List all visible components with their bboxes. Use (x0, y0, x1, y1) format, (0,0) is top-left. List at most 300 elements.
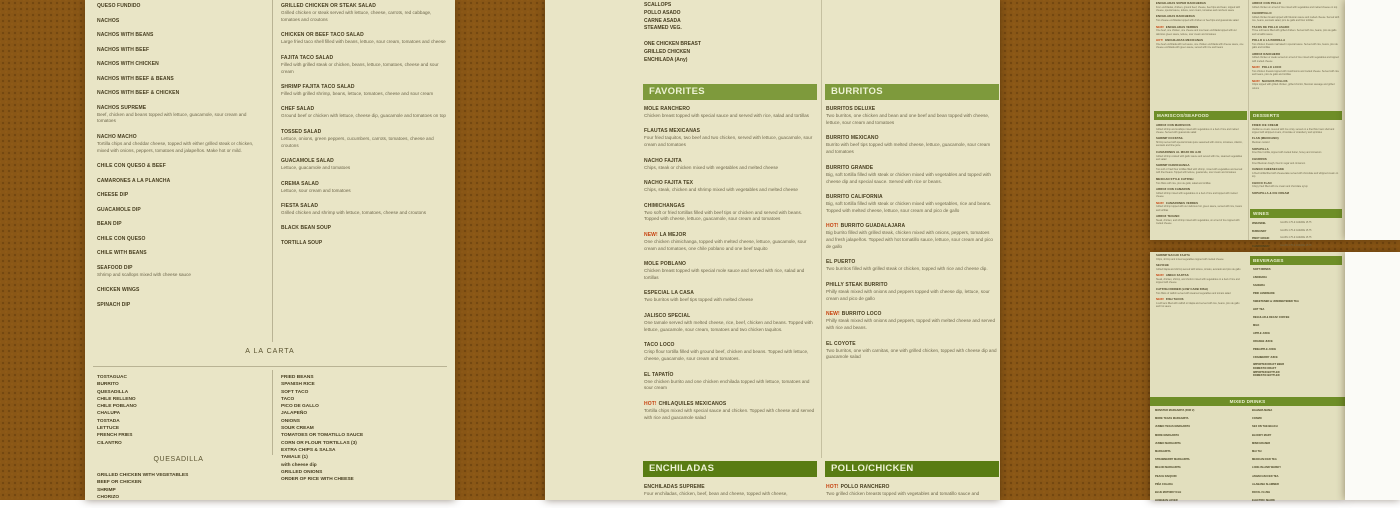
menu-line-item: FRENCH FRIES (97, 433, 133, 439)
menu-item-tag: NEW! (1252, 65, 1260, 70)
quesadilla-items (97, 472, 260, 501)
menu-item-name: FRIED ICE CREAM (1252, 123, 1279, 127)
menu-item-desc: Tortilla chips mixed with special sauce and chicken. Topped with cheese and served with rice and guacamole salad (644, 407, 815, 420)
pollo-items (826, 484, 997, 506)
menu-item-name: QUESO FUNDIDO (97, 3, 141, 9)
menu-item-desc: Steak, chicken, shrimp, and chorizo mixed with vegetables on a bed of rice and topped with cheese (1156, 278, 1240, 285)
menu-item (97, 265, 260, 279)
menu-item-name: CHIMICHANGAS (644, 202, 685, 209)
menu-item (97, 76, 260, 82)
menu-item (1156, 164, 1245, 174)
menu-item-desc: Two grilled chicken breasts topped with vegetables and tomatillo sauce and (826, 491, 980, 496)
drink-item: MELON MARGARITA (1155, 466, 1181, 470)
wine-price: GLASS 4.75 & CARAFE 15.75 (1280, 229, 1312, 232)
drink-item: IMPORTED BOTTLED (1253, 370, 1280, 374)
menu-item-desc: Ground beef or chicken with lettuce, cheese dip, guacamole and tomatoes on top (281, 113, 446, 119)
drink-item: HOT TEA (1253, 307, 1265, 311)
drink-item: PINEAPPLE JUICE (1253, 347, 1277, 351)
drink-item: BLOODY MARY (1252, 433, 1272, 437)
menu-item (1252, 26, 1340, 36)
menu-item-desc: Philly steak mixed with onions and peppers topped with cheese dip, lettuce, sour cream and pico de gallo (826, 288, 990, 301)
menu-item-tag: NEW! (1156, 200, 1164, 205)
menu-item-desc: Two burritos, one with carnitas, one with grilled chicken, topped with cheese dip and guacamole salad (826, 347, 997, 360)
menu-line-item: SPANISH RICE (281, 382, 315, 388)
drink-item: JUMBO MARGARITA (1155, 441, 1181, 445)
drink-item: MARGARITA (1155, 449, 1171, 453)
menu-item-name: FAJITA TACO SALAD (281, 54, 334, 61)
menu-item-name: JALISCO SPECIAL (644, 312, 691, 319)
menu-item-tag: HOT! (826, 223, 839, 230)
drink-item: HAWAIIAN LOVER (1155, 499, 1178, 503)
quesadilla-title: QUESADILLA (153, 456, 204, 463)
menu-item-name: NEW! NACHOS POLLOS (1252, 78, 1288, 83)
menu-line-item: ONIONS (281, 418, 300, 424)
menu-item (281, 240, 449, 246)
drink-item: SANGRIA (1253, 283, 1265, 287)
menu-line-item: SHRIMP (97, 487, 116, 493)
drink-item: JUMBO TEXAS MARGARITA (1155, 425, 1191, 429)
menu-item-name: ARROZ RANCHERO (1252, 51, 1281, 56)
drink-item: SWEETENED & UNSWEETENED TEA (1253, 299, 1299, 303)
menu-item-desc: Big, soft tortilla filled with steak or chicken mixed with vegetables and topped with cheese dip and special sauce. Served with rice or beans. (826, 171, 991, 184)
wine-name: ZINFANDEL (1252, 222, 1267, 225)
menu-line-item: CHORIZO (97, 494, 120, 500)
menu-item-desc: A fried tortilla filled with cheesecake served with chocolate and whipped cream on top (1252, 171, 1339, 179)
menu-item-name: CATFISH DINNER (LOW CARB DISH) (1156, 286, 1208, 291)
menu-item-name: SHRIMP CHIMICHANGA (1156, 163, 1190, 168)
section-header-enchiladas: ENCHILADAS (643, 461, 817, 477)
menu-page-seafood-desserts (1150, 0, 1345, 248)
menu-item (1252, 2, 1340, 9)
menu-item (97, 18, 260, 24)
menu-page-beverages-drinks (1150, 252, 1345, 503)
blank-page-edge (1345, 0, 1400, 240)
menu-item-name: BEAN DIP (97, 221, 122, 228)
menu-line-item: TAMALE (1) (281, 455, 308, 461)
menu-line-item: SOFT TACO (281, 389, 309, 395)
drink-item: MAI TAI (1252, 449, 1262, 453)
menu-item-name: NACHO FAJITA (644, 157, 682, 164)
menu-item (97, 207, 260, 213)
menu-item-desc: Philly steak mixed with onions and peppers, topped with melted cheese and served with rice and beans. (826, 318, 996, 331)
drink-item: MEXICAN ICED TEA (1252, 458, 1277, 462)
menu-item-desc: Two fillets of catfish served with steamed vegetables and tomato salad (1156, 291, 1231, 295)
menu-item-name: HOT! BURRITO GUADALAJARA (826, 223, 906, 230)
menu-item-name: NEW! LA MEJOR (644, 231, 687, 238)
menu-item (1156, 178, 1245, 185)
menu-line-item: GRILLED CHICKEN (644, 48, 691, 55)
menu-item-desc: A soft taco filled with catfish or tilapia and served with rice, beans, pico de gallo and hot sauce (1156, 301, 1240, 309)
beer-items (1253, 364, 1341, 379)
menu-item-desc: One beef enchilada with red sauce, one chicken enchilada with cheese sauce, one cheese enchilada with green sauce, served with rice and beans (1156, 42, 1244, 50)
column-divider (1248, 0, 1249, 240)
seafood-cont-column (1156, 254, 1244, 312)
drink-item: MORE TEXAS MARGARITA (1155, 417, 1189, 421)
menu-item-desc: Four fried taquitos, two beef and two chicken, served with lettuce, guacamole, sour cream and tomatoes (644, 135, 813, 148)
menu-item (1156, 298, 1244, 308)
menu-item-desc: Two fillets with rice, pico de gallo, salad and tortillas (1156, 181, 1211, 185)
menu-item (644, 203, 815, 224)
menu-item (97, 32, 260, 38)
menu-item (1156, 151, 1245, 161)
menu-item (1252, 158, 1340, 165)
section-header-pollo-chicken: POLLO/CHICKEN (825, 461, 999, 477)
menu-item (1252, 124, 1340, 134)
menu-item (97, 236, 260, 242)
menu-item-name: NEW! CAMARONES VERDES (1156, 200, 1199, 205)
section-header-beverages: BEVERAGES (1250, 256, 1342, 265)
menu-line-item: QUESADILLA (97, 389, 129, 395)
menu-item (1252, 66, 1340, 76)
menu-line-item: SOUR CREAM (281, 426, 314, 432)
menu-item (281, 225, 449, 231)
drink-item: PEACH DAIQUIRI (1155, 474, 1177, 478)
menu-item-name: BLACK BEAN SOUP (281, 225, 332, 232)
menu-item (281, 32, 449, 46)
wine-item (1252, 230, 1340, 233)
menu-line-item: EXTRA CHIPS & SALSA (281, 447, 336, 453)
menu-item (644, 180, 815, 194)
menu-item-desc: Two burritos filled with grilled steak or chicken, topped with rice and cheese dip. (826, 266, 988, 272)
menu-item (281, 129, 449, 150)
a-la-carta-rule (93, 366, 447, 367)
menu-item-desc: Steak, chicken, and shrimp mixed with vegetables, on a bed of rice topped with melted cheese (1156, 218, 1240, 226)
menu-item-desc: Grilled chicken or steak served with lettuce, cheese, carrots, red cabbage, tomatoes and croutons (281, 10, 432, 22)
drink-item: PIÑA COLADA (1155, 482, 1173, 486)
menu-item-name: TORTILLA SOUP (281, 239, 323, 246)
menu-item (826, 484, 997, 498)
menu-item-desc: Grilled tilapia and shrimp served with lettuce, tomato, avocado and pico de gallo (1156, 267, 1241, 271)
drink-item: MILK (1253, 323, 1260, 327)
section-header-burritos: BURRITOS (825, 84, 999, 100)
menu-item-desc: Vanilla ice cream covered with rice crisp, served on a fried flour taco shell and topped with whipped cream, chocolate or strawberry and sprinkles (1252, 127, 1335, 134)
menu-item (281, 55, 449, 76)
menu-item-name: GRILLED CHICKEN OR STEAK SALAD (281, 3, 376, 9)
menu-item-name: NACHOS WITH BEEF & CHICKEN (97, 90, 180, 96)
menu-item (644, 106, 815, 120)
favorites-items (644, 106, 815, 430)
menu-item-desc: Fried flour tortilla, topped with melted butter, honey and cinnamon (1252, 151, 1322, 155)
top-list-1 (644, 2, 814, 33)
a-la-carta-title: A LA CARTA (245, 348, 295, 355)
column-divider (272, 0, 273, 342)
menu-item-desc: Crispy fried filled with ice cream and chocolate syrup (1252, 185, 1308, 189)
menu-item-name: SEVICHE (1156, 263, 1169, 268)
menu-item-desc: Mexican custard (1252, 141, 1270, 145)
menu-item (97, 3, 260, 9)
menu-line-item: CHALUPA (97, 411, 121, 417)
menu-item-desc: One beef, one chicken, one cheese and one bean enchilada topped with our delicious green sauce, lettuce, sour cream and tomatoes (1156, 29, 1237, 36)
menu-item (826, 223, 997, 251)
menu-item-name: HOT! CHILAQUILES MEXICANOS (644, 400, 727, 407)
menu-item-name: GUACAMOLE SALAD (281, 158, 334, 165)
menu-item (826, 259, 997, 273)
drink-item: JAMAICAN ICED TEA (1252, 474, 1279, 478)
salads-column (281, 3, 449, 254)
menu-item (97, 221, 260, 227)
menu-item-desc: Chicken breast topped with special sauce and served with rice, salad and tortillas (644, 113, 809, 118)
menu-item-desc: Shrimp served with special tomato juice seasoned with onions, tomatoes, cilantro, avocado and lime juice (1156, 141, 1243, 148)
wine-item (1252, 237, 1340, 240)
wines-items (1252, 222, 1340, 252)
menu-item (644, 261, 815, 282)
menu-item-name: EL PUERTO (826, 259, 856, 266)
menu-item-name: HOT! ENCHILADAS MEXICANAS (1156, 38, 1204, 43)
menu-item-desc: Chips, shrimp and mixed vegetables topped with melted cheese (1156, 257, 1224, 261)
wine-name: PINOT GRIGIO (1252, 237, 1270, 241)
menu-item (644, 372, 815, 393)
menu-item-name: FIESTA SALAD (281, 202, 319, 209)
menu-item (97, 250, 260, 256)
menu-item (826, 135, 997, 156)
menu-item-desc: Two burritos, one chicken and bean and one beef and bean topped with cheese, lettuce, sour cream and tomatoes (826, 113, 990, 125)
menu-item-desc: Grilled shrimp mixed with vegetables on a bed of rice and topped with melted cheese (1156, 191, 1238, 199)
drink-item: SOFT DRINKS (1253, 268, 1271, 271)
menu-item (826, 194, 997, 215)
menu-item-desc: Two chicken breasts topped with mushrooms and melted cheese. Served with rice and beans, pico de gallo and tortillas (1252, 69, 1339, 77)
menu-item-desc: Chips topped with grilled chicken, grilled chorizo, Mexican sausage and grilled onions (1252, 83, 1335, 90)
menu-item-desc: Tortilla chips and cheddar cheese, topped with either grilled steak or chicken, mixed with onions, peppers, tomatoes and jalapeños. Make hot or mild. (97, 140, 254, 153)
mixed-drinks-column-2 (1252, 410, 1342, 508)
menu-item-tag: NEW! (1252, 78, 1260, 83)
menu-item (644, 158, 815, 172)
menu-item-name: NACHOS WITH CHICKEN (97, 61, 159, 67)
menu-item-name: SHRIMP FAJITA TACO SALAD (281, 84, 355, 91)
section-header-desserts: DESSERTS (1250, 111, 1342, 120)
section-header-mixed-drinks: MIXED DRINKS (1150, 397, 1345, 406)
pollo-cont-column (1252, 2, 1340, 93)
menu-item (644, 128, 815, 149)
menu-item-name: GUACAMOLE DIP (97, 206, 141, 213)
menu-item (97, 90, 260, 96)
menu-line-item: BURRITO (97, 382, 119, 388)
section-header-favorites: FAVORITES (643, 84, 817, 100)
wine-price: GLASS 4.75 & CARAFE 15.75 (1280, 222, 1312, 224)
menu-item-name: ARROZ TEXANO (1156, 214, 1180, 219)
menu-item (1156, 274, 1244, 284)
menu-item-name: SOPAPILLA (1252, 146, 1269, 151)
menu-item-name: MEXICAN STYLE CATFISH (1156, 176, 1194, 181)
menu-item (281, 203, 449, 217)
menu-item-name: ENCHILADAS SUPREME (644, 484, 705, 490)
menu-item (1156, 137, 1245, 147)
menu-item (826, 311, 997, 332)
menu-item (644, 290, 815, 304)
menu-item-name: EL TAPATÍO (644, 371, 674, 378)
menu-item (97, 302, 260, 308)
menu-item-desc: Lettuce, guacamole and tomatoes (281, 165, 351, 171)
menu-line-item: POLLO ASADO (644, 9, 681, 16)
drink-item: DOMESTIC DRAFT (1253, 366, 1277, 370)
menu-page-appetizers (85, 0, 455, 500)
menu-item-desc: Large fried taco shell filled with beans, lettuce, sour cream, tomatoes and cheese (281, 39, 446, 45)
menu-item-name: ENCHILADAS RANCHERAS (1156, 14, 1195, 19)
menu-item-name: SHRIMP COCKTAIL (1156, 136, 1184, 141)
menu-item-desc: Two chicken breasts marinated in special sauce. Served with rice, beans, pico de gallo and tortillas (1252, 42, 1338, 50)
menu-item (1156, 202, 1245, 212)
menu-item-desc: Grilled chicken or steak served on a bed of rice mixed with vegetables and topped with melted cheese (1252, 56, 1339, 63)
menu-item-desc: Fried Mexican dough, fried in sugar and cinnamon (1252, 161, 1306, 165)
beverages-items (1253, 269, 1341, 365)
drink-item: BAHAMA MAMA (1252, 409, 1273, 412)
menu-item (97, 47, 260, 53)
seafood-items (1156, 124, 1245, 229)
menu-item-name: NACHOS WITH BEEF & BEANS (97, 75, 174, 82)
menu-item-desc: Grilled shrimp topped with our delicious hot, green sauce, served with rice, beans and tortillas (1156, 205, 1242, 212)
drink-item: LONG ISLAND WHISKY (1252, 466, 1281, 470)
menu-line-item: TOSTAGUAC (97, 375, 127, 380)
menu-line-item: CHILE POBLANO (97, 404, 137, 410)
menu-item (826, 341, 997, 362)
menu-item-name: CHICKEN WINGS (97, 287, 140, 294)
menu-item-tag: NEW! (826, 311, 840, 318)
menu-item-tag: NEW! (1156, 273, 1164, 278)
menu-item-name: NEW! POLLO LOCO (1252, 65, 1282, 70)
menu-line-item: JALAPEÑO (281, 411, 308, 417)
menu-line-item: FRIED BEANS (281, 375, 314, 380)
menu-item (1252, 12, 1340, 22)
menu-item (1252, 192, 1340, 195)
menu-item (644, 484, 815, 498)
menu-item-name: NEW! BURRITO LOCO (826, 311, 882, 318)
menu-item-desc: Grilled chicken breast topped with Mexican sauce and melted cheese. Served with rice, beans, avocado salad, pico de gallo and flour tortillas (1252, 15, 1340, 23)
menu-item (1252, 53, 1340, 63)
menu-item (97, 178, 260, 184)
menu-item-name: POLLO A LA PARRILLA (1252, 38, 1286, 43)
drink-item: ROYAL FLUSH (1252, 490, 1271, 494)
wine-name: CHARDONNAY (1252, 244, 1270, 248)
menu-item-name: CHICKEN OR BEEF TACO SALAD (281, 32, 364, 39)
menu-item-tag: NEW! (1156, 24, 1164, 29)
menu-item (1156, 254, 1244, 261)
menu-item (1252, 39, 1340, 49)
drink-item: LIMONADA (1253, 275, 1267, 279)
menu-item-desc: Chips, steak or chicken mixed with vegetables and melted cheese (644, 164, 779, 170)
menu-item-name: HOT! POLLO RANCHERO (826, 484, 890, 490)
menu-item-name: SOPAPILLA & ICE CREAM (1252, 190, 1290, 195)
menu-item (1156, 288, 1244, 295)
menu-item (644, 342, 815, 363)
menu-item-desc: Lettuce, onions, green peppers, cucumbers, carrots, tomatoes, cheese and croutons (281, 135, 434, 148)
menu-item (97, 134, 260, 155)
menu-item-desc: Grilled chicken and shrimp with lettuce, tomatoes, cheese and croutons (281, 209, 427, 215)
menu-item (644, 313, 815, 334)
menu-item (826, 106, 997, 127)
menu-item-name: ENCHILADAS SUPER RANCHERAS (1156, 1, 1206, 5)
menu-item-name: CHEF SALAD (281, 106, 315, 113)
menu-item-desc: Two cheese enchiladas topped with chicken or beef tips and guacamole salad (1156, 19, 1239, 23)
menu-item-tag: HOT! (644, 400, 657, 407)
drink-item: CRANBERRY JUICE (1253, 355, 1278, 359)
menu-item (1156, 15, 1245, 22)
menu-item-name: EL COYOTE (826, 340, 856, 347)
wine-item (1252, 222, 1340, 225)
menu-item (1252, 182, 1340, 189)
menu-item (644, 232, 815, 253)
enchiladas-items (644, 484, 815, 506)
menu-item (1156, 264, 1244, 271)
menu-item (281, 181, 449, 195)
menu-item-name: XANGO CHEESECAKE (1252, 167, 1285, 172)
wine-name: BURGUNDY (1252, 229, 1267, 233)
menu-item-desc: Chips, steak, chicken and shrimp mixed with vegetables and melted cheese (644, 187, 798, 193)
menu-item-name: CAMARONES A LA PLANCHA (97, 177, 171, 184)
drink-item: ELECTRIC SHARK (1252, 499, 1275, 503)
menu-item-name: CHILE CON QUESO (97, 235, 146, 242)
drink-item: MIND ERASER (1252, 441, 1271, 445)
drink-item: APPLE JUICE (1253, 331, 1271, 335)
menu-item-desc: Filled with grilled steak or chicken, beans, lettuce, tomatoes, cheese and sour cream (281, 61, 439, 74)
menu-line-item: TOMATOES OR TOMATILLO SAUCE (281, 433, 364, 439)
menu-item-name: BURRITO MEXICANO (826, 135, 879, 142)
menu-item (97, 287, 260, 293)
menu-item-desc: Big, soft tortilla filled with steak or chicken mixed with vegetables, rice and beans. Topped with melted cheese, lettuce, sour cream and pico de gallo (826, 200, 992, 213)
enchiladas-cont-column (1156, 2, 1245, 53)
menu-item (97, 192, 260, 198)
menu-item (1156, 188, 1245, 198)
menu-item (826, 165, 997, 186)
menu-item-name: SEAFOOD DIP (97, 264, 133, 271)
menu-item (1156, 124, 1245, 134)
menu-item-name: NACHOS SUPREME (97, 104, 147, 111)
menu-line-item: with cheese dip (281, 462, 317, 468)
drink-item: ORANGE JUICE (1253, 339, 1273, 343)
menu-line-item: GRILLED ONIONS (281, 469, 323, 475)
drink-item: BLUE MOTORCYCLE (1155, 490, 1182, 494)
menu-item-name: TACOS DE POLLO ASADO (1252, 24, 1290, 29)
drink-item: COSMO (1252, 417, 1262, 421)
menu-line-item: ONE CHICKEN BREAST (644, 41, 701, 47)
menu-item-desc: One chicken burrito and one chicken enchilada topped with lettuce, tomatoes and sour cream (644, 378, 810, 391)
menu-item (97, 163, 260, 169)
menu-line-item: BEEF OR CHICKEN (97, 480, 142, 486)
menu-item-desc: Two soft or fried flour tortillas filled with shrimp, mixed with vegetables and served with fried beans. Topped with lettuce, guacamole, sour cream and tomatoes (1156, 168, 1243, 175)
menu-item (1252, 148, 1340, 155)
menu-item-name: CHEESE DIP (97, 192, 129, 199)
menu-item-name: PHILLY STEAK BURRITO (826, 281, 888, 288)
menu-item-name: NACHO FAJITA TEX (644, 180, 694, 187)
a-la-carta-column-1 (97, 374, 260, 447)
menu-item (1252, 137, 1340, 144)
menu-line-item: LETTUCE (97, 426, 120, 432)
top-list-2 (644, 41, 814, 64)
menu-item-desc: Burrito with beef tips topped with melted cheese, lettuce, guacamole, sour cream and tomatoes (826, 142, 991, 155)
menu-item-tag: NEW! (644, 231, 658, 238)
drink-item: MONSTER MARGARITA (FOR 2) (1155, 409, 1195, 412)
menu-item-name: CREMA SALAD (281, 180, 319, 187)
menu-item-desc: Grilled chicken on a bed of rice mixed with vegetables and melted cheese on top (1252, 5, 1338, 9)
menu-item (97, 105, 260, 126)
menu-item (644, 401, 815, 422)
drink-item: SEX ON THE BEACH (1252, 425, 1278, 429)
menu-item-name: FLAUTAS MEXICANAS (644, 128, 701, 135)
menu-item-desc: Two soft or fried tortillas filled with beef tips or chicken and served with beans. Topped with cheese, lettuce, guacamole, sour cream and tomatoes (644, 209, 803, 222)
menu-line-item: TACO (281, 396, 295, 402)
menu-line-item: STEAMED VEG. (644, 25, 682, 32)
burritos-items (826, 106, 997, 370)
menu-item-name: TOSSED SALAD (281, 128, 322, 135)
menu-item-desc: One chicken chimichanga, topped with melted cheese, lettuce, guacamole, sour cream and tomatoes, one chile poblano and one beef taquito (644, 238, 807, 251)
menu-line-item: CORN OR FLOUR TORTILLAS (3) (281, 440, 357, 446)
menu-item (1252, 80, 1340, 90)
menu-item-desc: Beef, chicken and beans topped with lettuce, guacamole, sour cream and tomatoes (97, 111, 247, 124)
drink-item: MORE MARGARITA (1155, 433, 1180, 437)
menu-item-name: NEW! ENCHILADAS VERDES (1156, 24, 1199, 29)
wine-item (1252, 245, 1340, 248)
menu-item-desc: Grilled shrimp cooked with garlic sauce and served with rice, steamed vegetables and salad (1156, 154, 1243, 161)
menu-item-desc: Filled with grilled shrimp, beans, lettuce, tomatoes, cheese and sour cream (281, 91, 434, 97)
menu-item-name: NACHOS WITH BEANS (97, 32, 154, 38)
